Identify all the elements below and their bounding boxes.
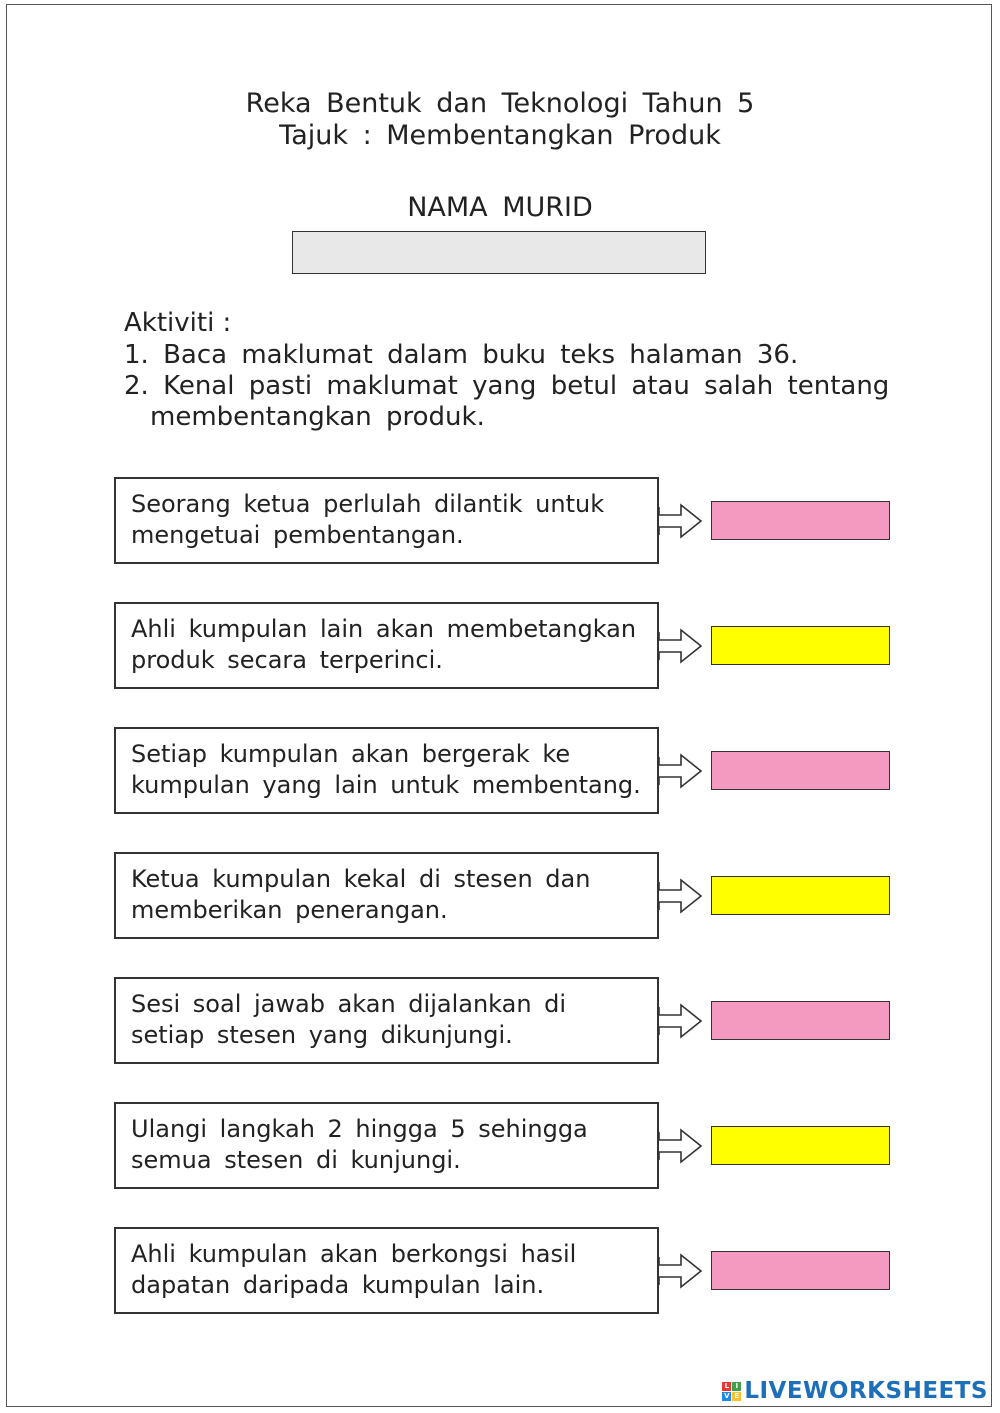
logo-letter: L: [722, 1382, 731, 1391]
answer-dropdown[interactable]: [711, 1001, 890, 1040]
activity-step-1: 1. Baca maklumat dalam buku teks halaman 36.: [124, 340, 799, 370]
statement-box: [114, 977, 659, 1064]
arrow-right-icon: [655, 1126, 705, 1166]
logo-letter: V: [724, 1391, 730, 1400]
statement-line-1: Ulangi langkah 2 hingga 5 sehingga: [131, 1115, 588, 1143]
footer-brand: [722, 1378, 988, 1404]
statement-text: [131, 1114, 588, 1176]
statement-text: [131, 739, 641, 801]
statement-line-1: Seorang ketua perlulah dilantik untuk: [131, 490, 605, 518]
statement-box: [114, 1227, 659, 1314]
answer-dropdown[interactable]: [711, 1126, 890, 1165]
statement-line-1: Sesi soal jawab akan dijalankan di: [131, 990, 567, 1018]
name-label: NAMA MURID: [407, 192, 593, 223]
statement-line-2: kumpulan yang lain untuk membentang.: [131, 771, 641, 799]
logo-letter: E: [732, 1392, 741, 1401]
activity-label: Aktiviti :: [124, 308, 232, 338]
statement-line-2: mengetuai pembentangan.: [131, 521, 464, 549]
activity-step-2-continued: membentangkan produk.: [150, 402, 485, 432]
arrow-right-icon: [655, 501, 705, 541]
statement-box: [114, 477, 659, 564]
statement-text: [131, 614, 636, 676]
liveworksheets-logo-icon: [722, 1382, 741, 1401]
logo-letter: I: [732, 1382, 741, 1391]
answer-dropdown[interactable]: [711, 626, 890, 665]
page-title: Reka Bentuk dan Teknologi Tahun 5: [245, 88, 755, 119]
statement-line-2: produk secara terperinci.: [131, 646, 443, 674]
statement-box: [114, 602, 659, 689]
student-name-input[interactable]: [292, 231, 706, 274]
statement-text: [131, 864, 590, 926]
arrow-right-icon: [655, 626, 705, 666]
answer-dropdown[interactable]: [711, 751, 890, 790]
answer-dropdown[interactable]: [711, 501, 890, 540]
statement-line-1: Ketua kumpulan kekal di stesen dan: [131, 865, 591, 893]
answer-dropdown[interactable]: [711, 1251, 890, 1290]
answer-dropdown[interactable]: [711, 876, 890, 915]
page-subtitle: Tajuk : Membentangkan Produk: [279, 120, 721, 151]
statement-box: [114, 1102, 659, 1189]
arrow-right-icon: [655, 751, 705, 791]
brand-name: LIVEWORKSHEETS: [744, 1378, 988, 1404]
statement-line-1: Ahli kumpulan akan berkongsi hasil: [131, 1240, 577, 1268]
arrow-right-icon: [655, 1001, 705, 1041]
arrow-right-icon: [655, 1251, 705, 1291]
arrow-right-icon: [655, 876, 705, 916]
statement-box: [114, 727, 659, 814]
statement-text: [131, 489, 604, 551]
statement-box: [114, 852, 659, 939]
statement-line-2: setiap stesen yang dikunjungi.: [131, 1021, 513, 1049]
statement-text: [131, 989, 566, 1051]
activity-step-2: 2. Kenal pasti maklumat yang betul atau salah tentang: [124, 371, 890, 401]
statement-line-2: semua stesen di kunjungi.: [131, 1146, 461, 1174]
statement-text: [131, 1239, 576, 1301]
statement-line-2: memberikan penerangan.: [131, 896, 448, 924]
statement-line-1: Setiap kumpulan akan bergerak ke: [131, 740, 571, 768]
statement-line-1: Ahli kumpulan lain akan membetangkan: [131, 615, 637, 643]
statement-line-2: dapatan daripada kumpulan lain.: [131, 1271, 545, 1299]
